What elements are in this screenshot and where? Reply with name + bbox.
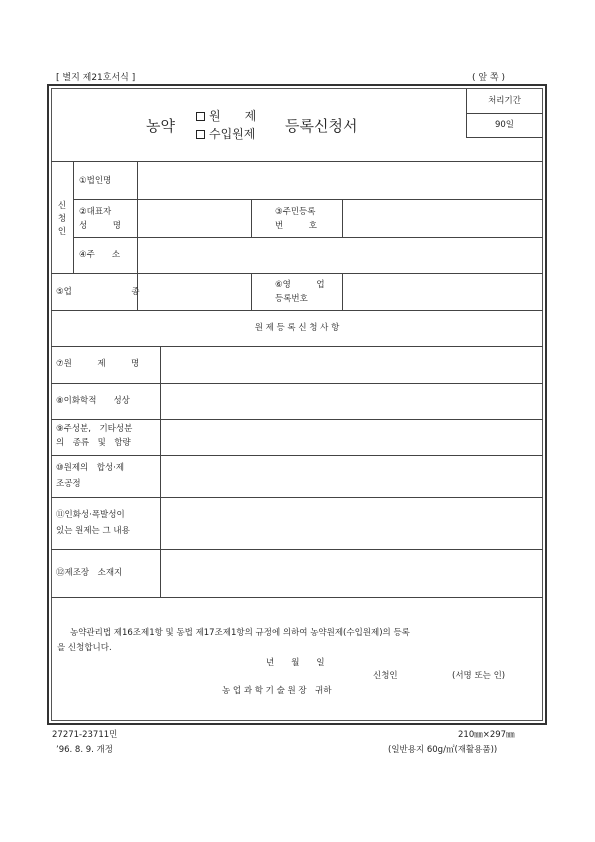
declaration-date: 년 월 일: [266, 658, 325, 668]
business-reg-no-label-2: 등록번호: [275, 294, 308, 304]
item10-field[interactable]: [161, 456, 542, 497]
footer-revised-date: ’96. 8. 9. 개정: [56, 745, 113, 755]
title-option-raw: 원 제: [196, 107, 256, 124]
item7-field[interactable]: [161, 347, 542, 383]
footer-paper-size: 210㎜×297㎜: [458, 730, 515, 740]
checkbox-raw-material[interactable]: [196, 112, 205, 121]
corp-name-field[interactable]: [138, 162, 542, 199]
item9-label-2: 의 종류 및 함량: [56, 438, 131, 448]
resident-no-field[interactable]: [343, 200, 542, 237]
address-label: ④주 소: [79, 250, 121, 260]
item9-label-1: ⑨주성분, 기타성분: [56, 424, 133, 434]
item10-label-2: 조공정: [56, 479, 81, 489]
rep-name-label-2: 성 명: [79, 221, 121, 231]
declaration-body-1: 농약관리법 제16조제1항 및 동법 제17조제1항의 규정에 의하여 농약원제(수입원제)의 등록: [70, 628, 410, 638]
title-prefix: 농약: [146, 117, 175, 135]
title-suffix: 등록신청서: [285, 117, 358, 135]
business-reg-no-field[interactable]: [343, 274, 542, 310]
business-type-field[interactable]: [138, 274, 250, 310]
item7-label: ⑦원 제 명: [56, 359, 140, 369]
corp-name-label: ①법인명: [79, 176, 112, 186]
footer-paper-spec: (일반용지 60g/㎡(재활용품)): [388, 745, 498, 755]
applicant-group-label: 신 청 인: [57, 201, 67, 238]
declaration-addressee: 농 업 과 학 기 술 원 장 귀하: [222, 686, 332, 696]
item10-label-1: ⑩원제의 합성·제: [56, 463, 125, 473]
declaration-body-2: 을 신청합니다.: [57, 643, 112, 653]
section-title: 원 제 등 록 신 청 사 항: [254, 323, 340, 333]
declaration-sign-note: (서명 또는 인): [452, 671, 506, 681]
business-reg-no-label-1: ⑥영 업: [275, 280, 325, 290]
item12-label: ⑫제조장 소재지: [56, 568, 123, 578]
rep-name-field[interactable]: [138, 200, 250, 237]
item11-label-1: ⑪인화성·폭발성이: [56, 510, 125, 520]
item9-field[interactable]: [161, 420, 542, 455]
declaration-signer: 신청인: [373, 671, 398, 681]
item8-label: ⑧이화학적 성상: [56, 396, 130, 406]
processing-value: 90일: [494, 120, 515, 130]
address-field[interactable]: [138, 238, 542, 273]
rep-name-label-1: ②대표자: [79, 207, 112, 217]
title-option-import: 수입원제: [196, 125, 255, 142]
business-type-label: ⑤업 종: [56, 287, 140, 297]
processing-label: 처리기간: [488, 96, 521, 106]
page-side-label: ( 앞 쪽 ): [472, 73, 505, 83]
item11-field[interactable]: [161, 498, 542, 549]
item12-field[interactable]: [161, 550, 542, 597]
resident-no-label-2: 번 호: [275, 221, 317, 231]
item8-field[interactable]: [161, 384, 542, 419]
footer-form-code: 27271-23711민: [52, 730, 118, 740]
checkbox-imported-material[interactable]: [196, 130, 205, 139]
resident-no-label-1: ③주민등록: [275, 207, 316, 217]
item11-label-2: 있는 원제는 그 내용: [56, 526, 130, 536]
form-number: [ 별지 제21호서식 ]: [56, 73, 136, 83]
